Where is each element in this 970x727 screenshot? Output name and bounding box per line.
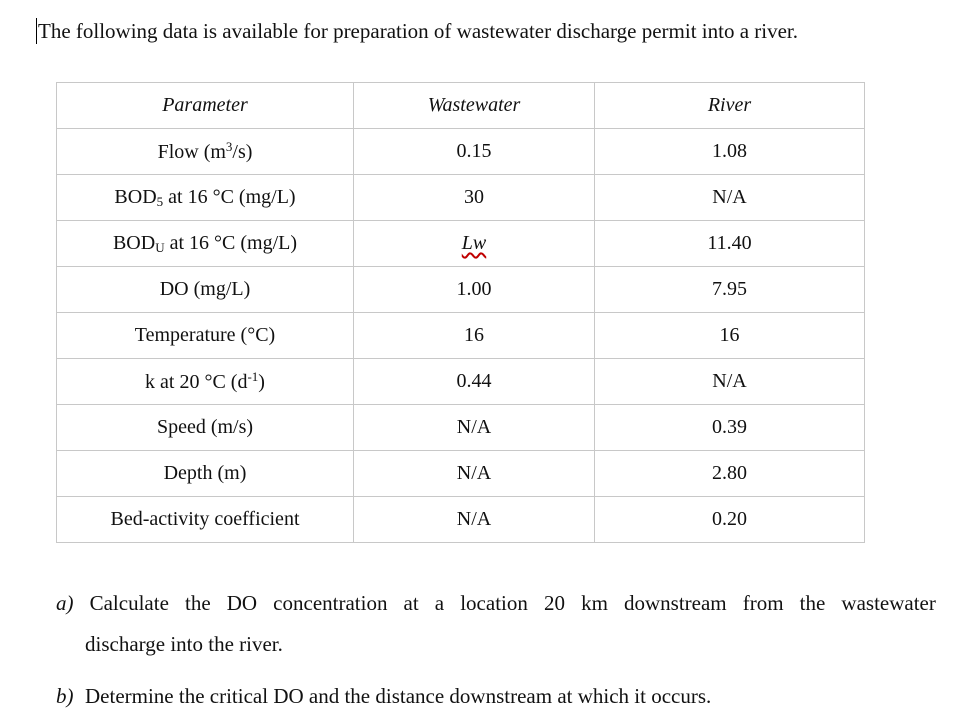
question-a-word: at xyxy=(403,591,419,615)
question-a-word: concentration xyxy=(273,591,388,615)
question-a-line2: discharge into the river. xyxy=(85,632,283,656)
question-a-word: DO xyxy=(226,591,258,615)
question-a-word: from xyxy=(742,591,784,615)
text-cursor xyxy=(36,18,37,44)
cell-river: N/A xyxy=(595,359,865,405)
cell-parameter: Depth (m) xyxy=(57,451,354,497)
cell-wastewater: N/A xyxy=(354,405,595,451)
question-b-label: b) xyxy=(56,684,74,708)
cell-river: 16 xyxy=(595,313,865,359)
data-table xyxy=(56,82,865,543)
header-parameter: Parameter xyxy=(57,83,354,129)
question-a-word: Calculate xyxy=(89,591,169,615)
table-row xyxy=(57,175,865,221)
question-b-text: Determine the critical DO and the distance downstream at which it occurs. xyxy=(85,684,712,708)
question-a-line1 xyxy=(56,588,936,618)
table-row xyxy=(57,313,865,359)
cell-wastewater: 16 xyxy=(354,313,595,359)
table-row xyxy=(57,221,865,267)
cell-parameter: $BOD_U$ at 16 °C (mg/L) xyxy=(57,221,354,267)
cell-wastewater: Lw xyxy=(354,221,595,267)
question-b xyxy=(56,681,711,711)
question-a xyxy=(56,588,936,659)
cell-parameter: Flow $(m^3/s)$ xyxy=(57,129,354,175)
cell-river: 7.95 xyxy=(595,267,865,313)
cell-wastewater: 1.00 xyxy=(354,267,595,313)
cell-parameter: k at 20 °C $(d^{-1})$ xyxy=(57,359,354,405)
cell-parameter: Bed-activity coefficient xyxy=(57,497,354,543)
table-row xyxy=(57,451,865,497)
cell-river: 0.39 xyxy=(595,405,865,451)
question-a-word: wastewater xyxy=(841,591,936,615)
cell-river: N/A xyxy=(595,175,865,221)
question-a-word: location xyxy=(460,591,528,615)
intro-text: The following data is available for preparation of wastewater discharge permit into a river. xyxy=(38,19,798,43)
cell-wastewater: 0.44 xyxy=(354,359,595,405)
question-a-word: a xyxy=(434,591,445,615)
cell-parameter: DO (mg/L) xyxy=(57,267,354,313)
cell-parameter: $BOD_5$ at 16 °C (mg/L) xyxy=(57,175,354,221)
cell-river: 11.40 xyxy=(595,221,865,267)
cell-wastewater: 30 xyxy=(354,175,595,221)
cell-river: 0.20 xyxy=(595,497,865,543)
table-row xyxy=(57,405,865,451)
cell-river: 1.08 xyxy=(595,129,865,175)
cell-parameter: Speed (m/s) xyxy=(57,405,354,451)
header-river: River xyxy=(595,83,865,129)
cell-wastewater: 0.15 xyxy=(354,129,595,175)
cell-wastewater: N/A xyxy=(354,497,595,543)
question-a-word: the xyxy=(799,591,826,615)
header-wastewater: Wastewater xyxy=(354,83,595,129)
question-a-word: km xyxy=(581,591,608,615)
question-a-word: the xyxy=(184,591,211,615)
cell-parameter: Temperature (°C) xyxy=(57,313,354,359)
question-a-word: downstream xyxy=(624,591,727,615)
question-a-label: a) xyxy=(56,591,74,615)
cell-river: 2.80 xyxy=(595,451,865,497)
table-row xyxy=(57,129,865,175)
table-row xyxy=(57,497,865,543)
table-header-row xyxy=(57,83,865,129)
table-row xyxy=(57,267,865,313)
table-row xyxy=(57,359,865,405)
question-a-word: 20 xyxy=(543,591,565,615)
cell-wastewater: N/A xyxy=(354,451,595,497)
